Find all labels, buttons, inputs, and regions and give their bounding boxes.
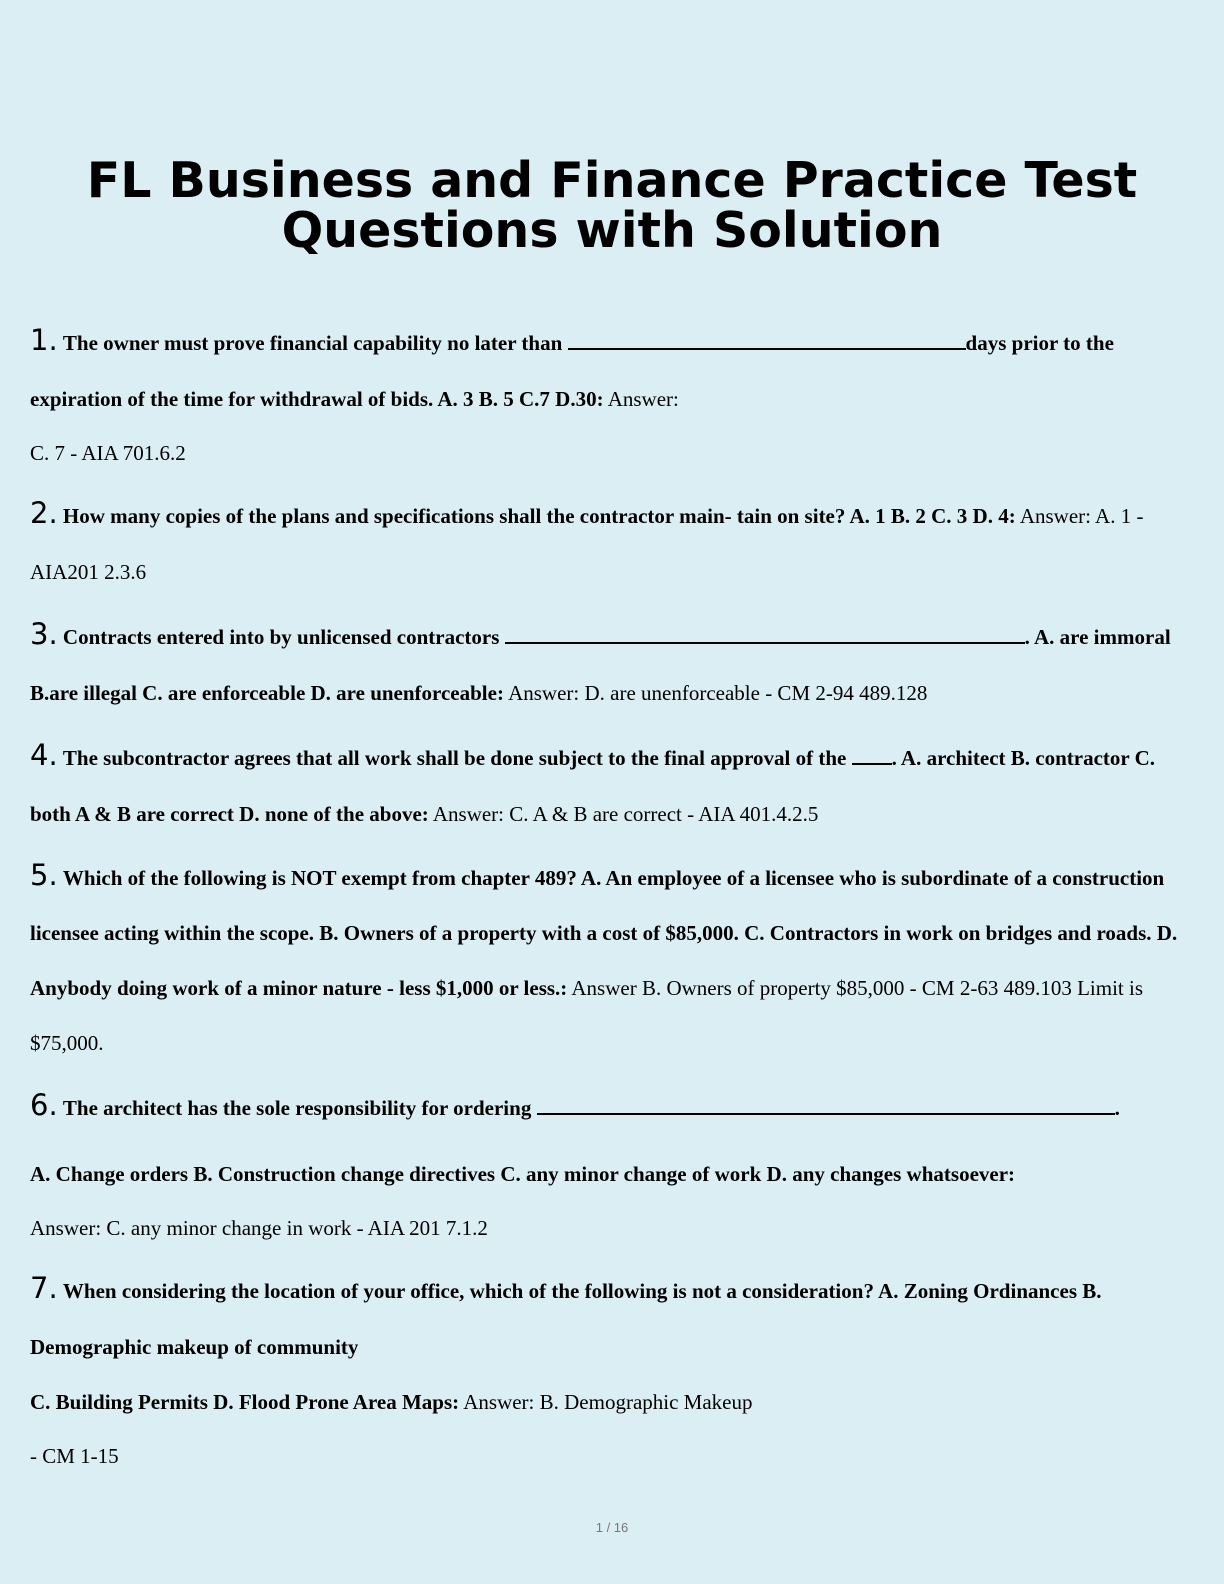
question-text-part: days prior to the expiration of the time for withdrawal of bids. A. 3 B. 5 C.7 D.30:	[30, 331, 1114, 411]
question-text-part: The owner must prove financial capability no later than	[62, 331, 568, 355]
question-text-part: . A. are immoral B.are illegal C. are enforceable D. are unenforceable:	[30, 625, 1171, 705]
answer-text: - CM 1-15	[30, 1444, 119, 1468]
question-text: Which of the following is NOT exempt from chapter 489? A. An employee of a licensee who is subordinate of a construction licensee acting within the scope. B. Owners of a property with a cost of $85,000. C. Contractors in work on bridges and roads. D. Anybody doing work of a minor nature - less $1,000 or less.:	[30, 866, 1178, 1000]
page-number: 1 / 16	[595, 1520, 629, 1535]
answer-text: Answer: C. any minor change in work - AIA 201 7.1.2	[30, 1216, 488, 1240]
question-6	[30, 1077, 1200, 1254]
answer-text: Answer B. Owners of property $85,000 - CM 2-63 489.103 Limit is $75,000.	[30, 976, 1144, 1055]
question-number: 7.	[30, 1271, 58, 1305]
question-text	[30, 331, 1114, 411]
question-3	[30, 606, 1200, 721]
question-text: How many copies of the plans and specifications shall the contractor main- tain on site? A. 1 B. 2 C. 3 D. 4:	[62, 504, 1016, 528]
question-1	[30, 312, 1200, 479]
answer-text: Answer:	[607, 387, 679, 411]
question-text-part: The architect has the sole responsibility for ordering	[62, 1096, 537, 1120]
answer-blank	[852, 745, 892, 765]
title-line-2: Questions with Solution	[281, 202, 943, 259]
title-line-1: FL Business and Finance Practice Test	[86, 152, 1138, 209]
answer-blank	[568, 330, 966, 350]
question-text: C. Building Permits D. Flood Prone Area Maps:	[30, 1390, 460, 1414]
question-line	[30, 1375, 1200, 1429]
question-number: 3.	[30, 617, 58, 651]
question-number: 5.	[30, 858, 58, 892]
page-title	[0, 152, 1224, 259]
question-4	[30, 727, 1200, 842]
question-5	[30, 848, 1200, 1071]
answer-text: Answer: C. A & B are correct - AIA 401.4.2.5	[432, 802, 819, 826]
question-number: 4.	[30, 738, 58, 772]
question-text	[63, 1096, 1120, 1120]
answer-blank	[537, 1095, 1115, 1115]
question-text-part: .	[1114, 1096, 1120, 1120]
question-list	[30, 312, 1200, 1489]
answer-text: C. 7 - AIA 701.6.2	[30, 441, 186, 465]
question-text-part: . A. architect B. contractor C. both A & B are correct D. none of the above:	[30, 746, 1155, 826]
question-2	[30, 485, 1200, 600]
question-text: When considering the location of your office, which of the following is not a consideration? A. Zoning Ordinances B. Demographic makeup of community	[30, 1279, 1102, 1359]
answer-text: Answer: D. are unenforceable - CM 2-94 489.128	[508, 681, 928, 705]
question-number: 1.	[30, 323, 58, 357]
question-text-part: Contracts entered into by unlicensed contractors	[62, 625, 505, 649]
answer-text: Answer: A. 1 - AIA201 2.3.6	[30, 504, 1144, 584]
answer-blank	[505, 624, 1025, 644]
question-number: 2.	[30, 496, 58, 530]
question-text-part: The subcontractor agrees that all work shall be done subject to the final approval of the	[62, 746, 852, 770]
question-7	[30, 1260, 1200, 1483]
question-options: A. Change orders B. Construction change directives C. any minor change of work D. any changes whatsoever:	[30, 1162, 1016, 1186]
answer-text: Answer: B. Demographic Makeup	[463, 1390, 753, 1414]
question-number: 6.	[30, 1088, 58, 1122]
